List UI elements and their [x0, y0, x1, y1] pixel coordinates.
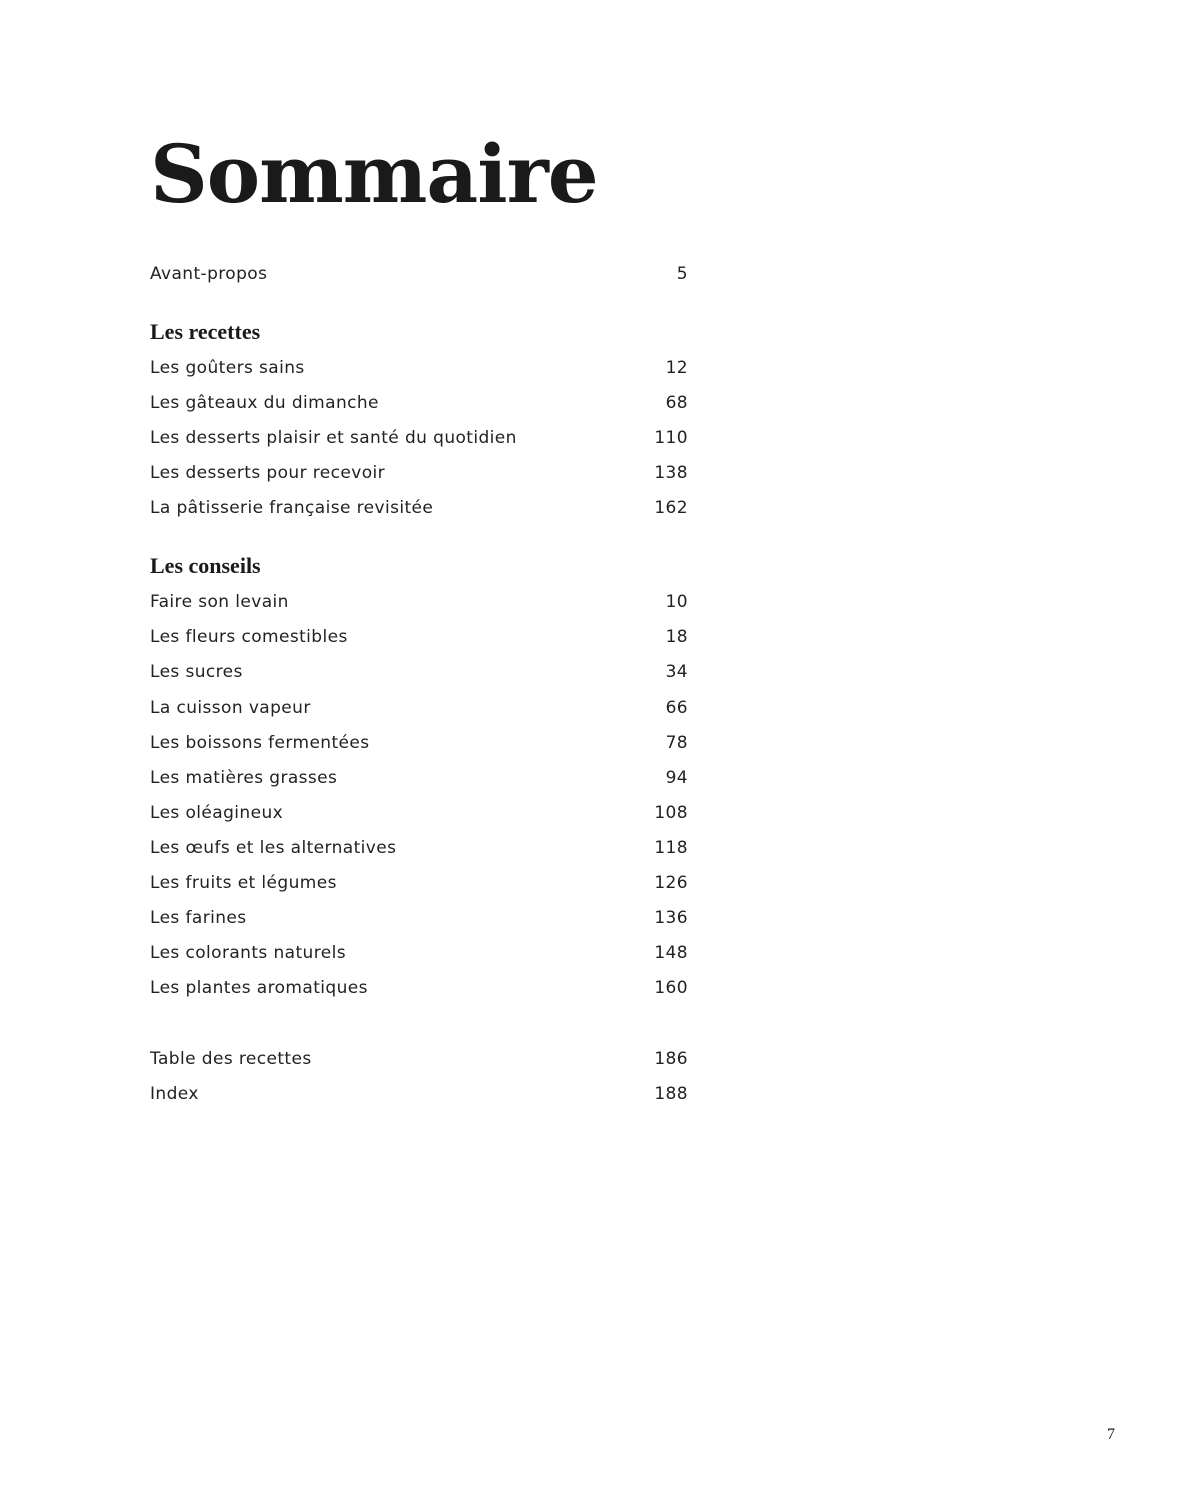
- page-number: 7: [1107, 1426, 1115, 1443]
- toc-entry-plantes-aromatiques[interactable]: [150, 973, 688, 1003]
- toc-entry-desserts-quotidien[interactable]: [150, 423, 688, 453]
- toc-entry-page: 136: [654, 908, 688, 928]
- toc-entry-label: La cuisson vapeur: [150, 698, 311, 718]
- toc-entry-page: 94: [665, 768, 688, 788]
- toc-entry-page: 34: [665, 662, 688, 682]
- toc-entry-page: 126: [654, 873, 688, 893]
- toc-entry-label: Index: [150, 1084, 199, 1104]
- toc-entry-label: Les boissons fermentées: [150, 733, 370, 753]
- section-heading-conseils: Les conseils: [150, 553, 261, 578]
- page-title: Sommaire: [150, 127, 598, 221]
- toc-entry-page: 10: [665, 592, 688, 612]
- toc-entry-levain[interactable]: [150, 587, 688, 617]
- toc-entry-label: Les desserts pour recevoir: [150, 463, 386, 483]
- toc-entry-page: 110: [654, 428, 688, 448]
- toc-entry-oeufs[interactable]: [150, 833, 688, 863]
- toc-entry-table-des-recettes[interactable]: [150, 1044, 688, 1074]
- toc-entry-boissons[interactable]: [150, 728, 688, 758]
- toc-entry-sucres[interactable]: [150, 657, 688, 687]
- toc-entry-label: Les colorants naturels: [150, 943, 346, 963]
- toc-entry-gateaux-dimanche[interactable]: [150, 388, 688, 418]
- toc-entry-page: 138: [654, 463, 688, 483]
- toc-entry-page: 186: [654, 1049, 688, 1069]
- toc-entry-gouters-sains[interactable]: [150, 353, 688, 383]
- toc-entry-oleagineux[interactable]: [150, 798, 688, 828]
- toc-entry-matieres-grasses[interactable]: [150, 763, 688, 793]
- section-heading-recettes: Les recettes: [150, 319, 261, 344]
- toc-entry-page: 12: [665, 358, 688, 378]
- toc-entry-label: Les plantes aromatiques: [150, 978, 368, 998]
- toc-entry-label: La pâtisserie française revisitée: [150, 498, 434, 518]
- toc-entry-desserts-recevoir[interactable]: [150, 458, 688, 488]
- toc-entry-page: 68: [665, 393, 688, 413]
- toc-entry-page: 118: [654, 838, 688, 858]
- toc-entry-cuisson-vapeur[interactable]: [150, 693, 688, 723]
- toc-entry-avant-propos[interactable]: [150, 259, 688, 289]
- toc-entry-fruits-legumes[interactable]: [150, 868, 688, 898]
- toc-entry-label: Table des recettes: [150, 1049, 312, 1069]
- toc-entry-page: 66: [665, 698, 688, 718]
- table-of-contents: [150, 0, 688, 1500]
- toc-entry-label: Les matières grasses: [150, 768, 338, 788]
- toc-entry-index[interactable]: [150, 1079, 688, 1109]
- toc-entry-label: Les desserts plaisir et santé du quotidien: [150, 428, 517, 448]
- toc-entry-label: Les farines: [150, 908, 247, 928]
- toc-entry-label: Avant-propos: [150, 264, 268, 284]
- toc-entry-page: 18: [665, 627, 688, 647]
- toc-entry-page: 160: [654, 978, 688, 998]
- toc-entry-label: Les oléagineux: [150, 803, 284, 823]
- toc-entry-page: 108: [654, 803, 688, 823]
- toc-entry-fleurs[interactable]: [150, 622, 688, 652]
- toc-entry-page: 78: [665, 733, 688, 753]
- toc-entry-label: Les œufs et les alternatives: [150, 838, 397, 858]
- toc-entry-label: Faire son levain: [150, 592, 289, 612]
- toc-entry-colorants[interactable]: [150, 938, 688, 968]
- toc-entry-page: 162: [654, 498, 688, 518]
- toc-entry-patisserie-francaise[interactable]: [150, 493, 688, 523]
- toc-entry-label: Les sucres: [150, 662, 243, 682]
- toc-entry-page: 188: [654, 1084, 688, 1104]
- toc-entry-label: Les gâteaux du dimanche: [150, 393, 379, 413]
- toc-entry-page: 148: [654, 943, 688, 963]
- toc-entry-page: 5: [676, 264, 688, 284]
- toc-entry-label: Les fleurs comestibles: [150, 627, 348, 647]
- toc-entry-label: Les fruits et légumes: [150, 873, 337, 893]
- toc-entry-label: Les goûters sains: [150, 358, 305, 378]
- toc-entry-farines[interactable]: [150, 903, 688, 933]
